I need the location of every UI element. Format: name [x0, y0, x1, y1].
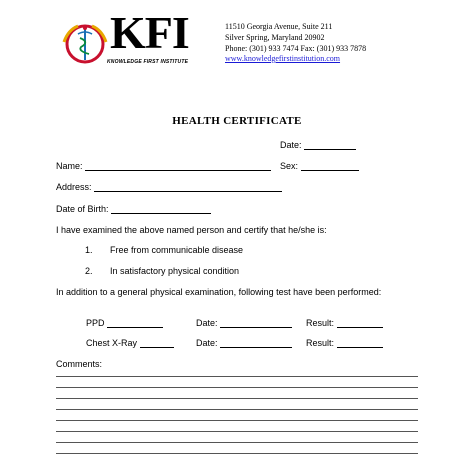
- ppd-field[interactable]: [107, 318, 163, 328]
- list-item-num: 1.: [85, 245, 93, 255]
- sex-field[interactable]: [301, 161, 359, 171]
- logo-tagline: KNOWLEDGE FIRST INSTITUTE: [107, 59, 189, 65]
- dob-field[interactable]: [111, 204, 211, 214]
- name-label: Name:: [56, 161, 83, 171]
- page-title: HEALTH CERTIFICATE: [172, 115, 302, 127]
- dob-label: Date of Birth:: [56, 204, 109, 214]
- ppd-row: [86, 318, 163, 328]
- name-row: [56, 161, 271, 171]
- comment-line[interactable]: [56, 453, 418, 454]
- address-line-2: Silver Spring, Maryland 20902: [225, 33, 325, 42]
- test-result-label: Result:: [306, 338, 335, 348]
- website-link-text[interactable]: www.knowledgefirstinstitution.com: [225, 54, 341, 63]
- chest-xray-date-field[interactable]: [220, 338, 292, 348]
- sex-row: [280, 161, 359, 171]
- test-date-label: Date:: [196, 338, 218, 348]
- comment-line[interactable]: [56, 409, 418, 410]
- comment-line[interactable]: [56, 376, 418, 377]
- comment-line[interactable]: [56, 431, 418, 432]
- chest-xray-result-field[interactable]: [337, 338, 383, 348]
- date-field[interactable]: [304, 140, 356, 150]
- certification-statement: I have examined the above named person and certify that he/she is:: [56, 225, 327, 235]
- comments-label: Comments:: [56, 359, 103, 369]
- address-row: [56, 182, 282, 192]
- comment-line[interactable]: [56, 420, 418, 421]
- test-name: PPD: [86, 318, 105, 328]
- test-result-label: Result:: [306, 318, 335, 328]
- logo-text: KFI: [110, 7, 189, 58]
- comment-line[interactable]: [56, 442, 418, 443]
- ppd-result-row: [306, 318, 383, 328]
- chest-xray-field[interactable]: [140, 338, 174, 348]
- list-item-num: 2.: [85, 266, 93, 276]
- caduceus-logo-icon: [60, 18, 110, 68]
- chest-xray-date-row: [196, 338, 292, 348]
- chest-xray-row: [86, 338, 174, 348]
- chest-xray-result-row: [306, 338, 383, 348]
- ppd-date-row: [196, 318, 292, 328]
- comment-line[interactable]: [56, 387, 418, 388]
- address-line-1: 11510 Georgia Avenue, Suite 211: [225, 22, 333, 31]
- comment-line[interactable]: [56, 398, 418, 399]
- ppd-result-field[interactable]: [337, 318, 383, 328]
- address-field[interactable]: [94, 182, 282, 192]
- list-item-text: In satisfactory physical condition: [110, 266, 240, 276]
- tests-intro: In addition to a general physical examination, following test have been performed:: [56, 287, 382, 297]
- name-field[interactable]: [85, 161, 271, 171]
- website-link[interactable]: [225, 54, 340, 63]
- address-label: Address:: [56, 182, 92, 192]
- dob-row: [56, 204, 211, 214]
- phone-fax: Phone: (301) 933 7474 Fax: (301) 933 7878: [225, 44, 367, 53]
- test-date-label: Date:: [196, 318, 218, 328]
- sex-label: Sex:: [280, 161, 299, 171]
- test-name: Chest X-Ray: [86, 338, 138, 348]
- list-item-text: Free from communicable disease: [110, 245, 244, 255]
- date-row: [280, 140, 356, 150]
- ppd-date-field[interactable]: [220, 318, 292, 328]
- date-label: Date:: [280, 140, 302, 150]
